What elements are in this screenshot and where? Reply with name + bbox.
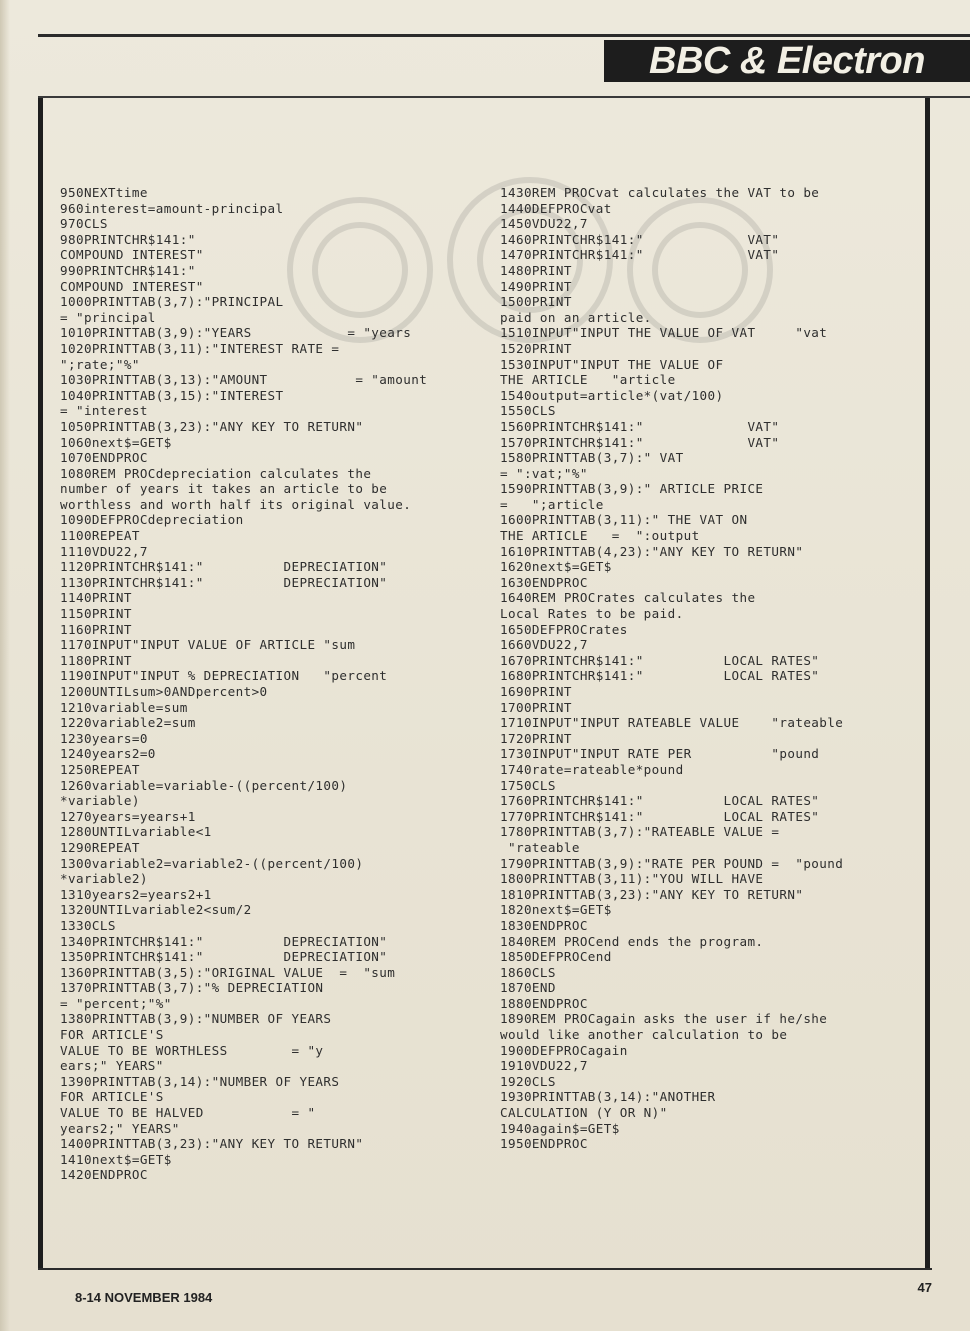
listing-line: 1590PRINTTAB(3,9):" ARTICLE PRICE bbox=[500, 481, 764, 497]
listing-line: 1010PRINTTAB(3,9):"YEARS = "years bbox=[60, 325, 412, 341]
listing-line: 1320UNTILvariable2<sum/2 bbox=[60, 902, 252, 918]
listing-line: 980PRINTCHR$141:" bbox=[60, 231, 196, 247]
listing-line: 1460PRINTCHR$141:" VAT" bbox=[500, 231, 780, 247]
listing-right-column bbox=[500, 185, 910, 1152]
listing-line: = "interest bbox=[60, 403, 148, 419]
listing-line: 1650DEFPROCrates bbox=[500, 621, 628, 637]
listing-line: would like another calculation to be bbox=[500, 1027, 788, 1043]
issue-date: 8-14 NOVEMBER 1984 bbox=[75, 1290, 213, 1305]
listing-line: 1340PRINTCHR$141:" DEPRECIATION" bbox=[60, 933, 388, 949]
listing-line: THE ARTICLE "article bbox=[500, 372, 676, 388]
listing-line: COMPOUND INTEREST" bbox=[60, 278, 204, 294]
listing-line: 1220variable2=sum bbox=[60, 715, 196, 731]
listing-line: 1720PRINT bbox=[500, 730, 572, 746]
listing-line: 1760PRINTCHR$141:" LOCAL RATES" bbox=[500, 793, 820, 809]
listing-line: 1020PRINTTAB(3,11):"INTEREST RATE = bbox=[60, 340, 340, 356]
listing-line: 1160PRINT bbox=[60, 621, 132, 637]
listing-line: 1890REM PROCagain asks the user if he/she bbox=[500, 1011, 828, 1027]
page-number: 47 bbox=[917, 1280, 932, 1295]
listing-line: 1170INPUT"INPUT VALUE OF ARTICLE "sum bbox=[60, 637, 356, 653]
top-rule bbox=[38, 34, 970, 37]
listing-line: worthless and worth half its original value. bbox=[60, 496, 412, 512]
listing-line: 1080REM PROCdepreciation calculates the bbox=[60, 465, 372, 481]
listing-line: 1330CLS bbox=[60, 917, 116, 933]
listing-line: 1100REPEAT bbox=[60, 528, 140, 544]
listing-line: paid on an article. bbox=[500, 309, 652, 325]
listing-line: 1770PRINTCHR$141:" LOCAL RATES" bbox=[500, 808, 820, 824]
listing-line: CALCULATION (Y OR N)" bbox=[500, 1105, 668, 1121]
listing-line: 1140PRINT bbox=[60, 590, 132, 606]
listing-line: 1430REM PROCvat calculates the VAT to be bbox=[500, 185, 820, 200]
listing-line: = ";article bbox=[500, 496, 604, 512]
listing-line: 1880ENDPROC bbox=[500, 995, 588, 1011]
listing-line: 1780PRINTTAB(3,7):"RATEABLE VALUE = bbox=[500, 824, 780, 840]
listing-line: 1230years=0 bbox=[60, 730, 148, 746]
listing-line: 1090DEFPROCdepreciation bbox=[60, 512, 244, 528]
listing-line: *variable2) bbox=[60, 871, 148, 887]
listing-line: 1260variable=variable-((percent/100) bbox=[60, 777, 348, 793]
listing-line: VALUE TO BE WORTHLESS = "y bbox=[60, 1042, 324, 1058]
listing-line: 960interest=amount-principal bbox=[60, 200, 284, 216]
listing-line: 1820next$=GET$ bbox=[500, 902, 612, 918]
listing-line: 1630ENDPROC bbox=[500, 574, 588, 590]
listing-line: 1540output=article*(vat/100) bbox=[500, 387, 724, 403]
listing-line: Local Rates to be paid. bbox=[500, 606, 684, 622]
listing-line: 1070ENDPROC bbox=[60, 450, 148, 466]
listing-line: 1750CLS bbox=[500, 777, 556, 793]
section-title: BBC & Electron bbox=[649, 39, 925, 82]
listing-line: 1450VDU22,7 bbox=[500, 216, 588, 232]
listing-line: 1250REPEAT bbox=[60, 761, 140, 777]
listing-line: 1900DEFPROCagain bbox=[500, 1042, 628, 1058]
listing-line: 1730INPUT"INPUT RATE PER "pound bbox=[500, 746, 820, 762]
footer-rule bbox=[38, 1268, 932, 1270]
listing-line: 1810PRINTTAB(3,23):"ANY KEY TO RETURN" bbox=[500, 886, 804, 902]
listing-line: 1550CLS bbox=[500, 403, 556, 419]
listing-line: 1150PRINT bbox=[60, 606, 132, 622]
listing-line: FOR ARTICLE'S bbox=[60, 1027, 164, 1043]
listing-line: 1870END bbox=[500, 980, 556, 996]
listing-line: years2;" YEARS" bbox=[60, 1120, 180, 1136]
listing-line: 1560PRINTCHR$141:" VAT" bbox=[500, 418, 780, 434]
listing-line: *variable) bbox=[60, 793, 140, 809]
listing-line: 1310years2=years2+1 bbox=[60, 886, 212, 902]
listing-line: 1360PRINTTAB(3,5):"ORIGINAL VALUE = "sum bbox=[60, 964, 396, 980]
listing-line: 1530INPUT"INPUT THE VALUE OF bbox=[500, 356, 724, 372]
listing-line: 1300variable2=variable2-((percent/100) bbox=[60, 855, 364, 871]
listing-line: 1000PRINTTAB(3,7):"PRINCIPAL bbox=[60, 294, 284, 310]
listing-line: 1700PRINT bbox=[500, 699, 572, 715]
section-masthead bbox=[604, 40, 970, 82]
listing-line: 1950ENDPROC bbox=[500, 1136, 588, 1152]
listing-line: 1210variable=sum bbox=[60, 699, 188, 715]
listing-line: 1290REPEAT bbox=[60, 839, 140, 855]
listing-line: 1280UNTILvariable<1 bbox=[60, 824, 212, 840]
listing-line: = ":vat;"%" bbox=[500, 465, 588, 481]
listing-line: 1620next$=GET$ bbox=[500, 559, 612, 575]
listing-line: 1690PRINT bbox=[500, 684, 572, 699]
listing-line: 1860CLS bbox=[500, 964, 556, 980]
listing-line: 1440DEFPROCvat bbox=[500, 200, 612, 216]
page-binding-shadow bbox=[0, 0, 10, 1331]
listing-line: 1640REM PROCrates calculates the bbox=[500, 590, 756, 606]
listing-left-column bbox=[60, 185, 480, 1183]
listing-line: = "principal bbox=[60, 309, 156, 325]
listing-line: 1680PRINTCHR$141:" LOCAL RATES" bbox=[500, 668, 820, 684]
listing-line: COMPOUND INTEREST" bbox=[60, 247, 204, 263]
listing-line: 1240years2=0 bbox=[60, 746, 156, 762]
listing-line: "rateable bbox=[500, 839, 580, 855]
listing-line: 1200UNTILsum>0ANDpercent>0 bbox=[60, 684, 268, 699]
listing-line: = "percent;"%" bbox=[60, 995, 172, 1011]
listing-line: 1520PRINT bbox=[500, 340, 572, 356]
listing-line: 1110VDU22,7 bbox=[60, 543, 148, 559]
listing-line: 1060next$=GET$ bbox=[60, 434, 172, 450]
listing-line: 1510INPUT"INPUT THE VALUE OF VAT "vat bbox=[500, 325, 828, 341]
listing-line: 950NEXTtime bbox=[60, 185, 148, 200]
listing-line: ";rate;"%" bbox=[60, 356, 140, 372]
listing-line: 1270years=years+1 bbox=[60, 808, 196, 824]
listing-line: 1840REM PROCend ends the program. bbox=[500, 933, 764, 949]
listing-line: 1190INPUT"INPUT % DEPRECIATION "percent bbox=[60, 668, 388, 684]
listing-line: 1910VDU22,7 bbox=[500, 1058, 588, 1074]
listing-line: ears;" YEARS" bbox=[60, 1058, 164, 1074]
listing-line: 1380PRINTTAB(3,9):"NUMBER OF YEARS bbox=[60, 1011, 332, 1027]
listing-line: 1130PRINTCHR$141:" DEPRECIATION" bbox=[60, 574, 388, 590]
listing-line: 1350PRINTCHR$141:" DEPRECIATION" bbox=[60, 949, 388, 965]
listing-line: THE ARTICLE = ":output bbox=[500, 528, 700, 544]
listing-line: FOR ARTICLE'S bbox=[60, 1089, 164, 1105]
listing-line: 1050PRINTTAB(3,23):"ANY KEY TO RETURN" bbox=[60, 418, 364, 434]
listing-line: 1500PRINT bbox=[500, 294, 572, 310]
listing-line: 1920CLS bbox=[500, 1073, 556, 1089]
listing-line: 1940again$=GET$ bbox=[500, 1120, 620, 1136]
listing-line: 1400PRINTTAB(3,23):"ANY KEY TO RETURN" bbox=[60, 1136, 364, 1152]
listing-line: 1420ENDPROC bbox=[60, 1167, 148, 1183]
listing-line: 1930PRINTTAB(3,14):"ANOTHER bbox=[500, 1089, 716, 1105]
listing-line: 1370PRINTTAB(3,7):"% DEPRECIATION bbox=[60, 980, 324, 996]
listing-line: number of years it takes an article to be bbox=[60, 481, 388, 497]
listing-line: 1480PRINT bbox=[500, 262, 572, 278]
listing-line: 970CLS bbox=[60, 216, 108, 232]
listing-line: VALUE TO BE HALVED = " bbox=[60, 1105, 316, 1121]
listing-line: 1040PRINTTAB(3,15):"INTEREST bbox=[60, 387, 284, 403]
listing-line: 1180PRINT bbox=[60, 652, 132, 668]
listing-line: 1850DEFPROCend bbox=[500, 949, 612, 965]
listing-line: 1580PRINTTAB(3,7):" VAT bbox=[500, 450, 684, 466]
listing-line: 1670PRINTCHR$141:" LOCAL RATES" bbox=[500, 652, 820, 668]
listing-line: 1390PRINTTAB(3,14):"NUMBER OF YEARS bbox=[60, 1073, 340, 1089]
listing-line: 1030PRINTTAB(3,13):"AMOUNT = "amount bbox=[60, 372, 428, 388]
listing-line: 1470PRINTCHR$141:" VAT" bbox=[500, 247, 780, 263]
listing-line: 1830ENDPROC bbox=[500, 917, 588, 933]
listing-line: 1570PRINTCHR$141:" VAT" bbox=[500, 434, 780, 450]
listing-line: 1710INPUT"INPUT RATEABLE VALUE "rateable bbox=[500, 715, 844, 731]
listing-line: 990PRINTCHR$141:" bbox=[60, 262, 196, 278]
listing-line: 1790PRINTTAB(3,9):"RATE PER POUND = "pound bbox=[500, 855, 844, 871]
listing-line: 1600PRINTTAB(3,11):" THE VAT ON bbox=[500, 512, 748, 528]
listing-line: 1120PRINTCHR$141:" DEPRECIATION" bbox=[60, 559, 388, 575]
listing-line: 1410next$=GET$ bbox=[60, 1151, 172, 1167]
listing-line: 1740rate=rateable*pound bbox=[500, 761, 684, 777]
listing-line: 1660VDU22,7 bbox=[500, 637, 588, 653]
listing-line: 1490PRINT bbox=[500, 278, 572, 294]
listing-line: 1800PRINTTAB(3,11):"YOU WILL HAVE bbox=[500, 871, 764, 887]
listing-line: 1610PRINTTAB(4,23):"ANY KEY TO RETURN" bbox=[500, 543, 804, 559]
